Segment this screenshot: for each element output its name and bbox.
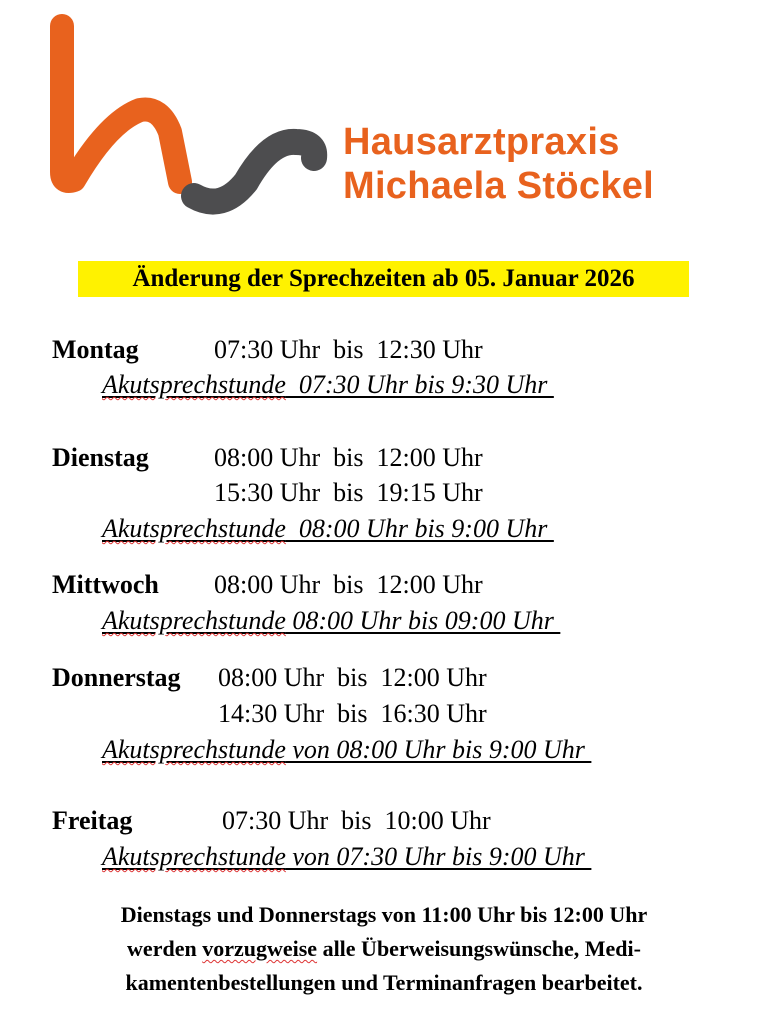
day-freitag: Freitag [52,806,133,835]
footer-line-3: kamentenbestellungen und Terminanfragen bearbeitet. [125,970,643,995]
dienstag-slot-1: 08:00 Uhr bis 12:00 Uhr [214,443,483,472]
practice-name [343,120,654,208]
footer-misspelled-word: vorzugweise [202,936,318,961]
acute-label: Akutsprechstunde [102,514,286,543]
acute-label: Akutsprechstunde [102,735,286,764]
logo-gray-stroke [194,142,314,202]
dienstag-acute-hours: Akutsprechstunde 08:00 Uhr bis 9:00 Uhr [102,514,554,543]
logo-orange-stroke [62,26,180,182]
acute-label: Akutsprechstunde [102,606,286,635]
footer-note [30,898,738,1000]
day-donnerstag: Donnerstag [52,663,181,692]
dienstag-slot-2: 15:30 Uhr bis 19:15 Uhr [214,478,483,507]
day-dienstag: Dienstag [52,443,149,472]
freitag-acute-hours: Akutsprechstunde von 07:30 Uhr bis 9:00 Uhr [102,842,592,871]
mittwoch-acute-hours: Akutsprechstunde 08:00 Uhr bis 09:00 Uhr [102,606,561,635]
donnerstag-slot-2: 14:30 Uhr bis 16:30 Uhr [218,699,487,728]
day-mittwoch: Mittwoch [52,570,159,599]
announcement-banner: Änderung der Sprechzeiten ab 05. Januar 2026 [78,261,689,297]
donnerstag-acute-hours: Akutsprechstunde von 08:00 Uhr bis 9:00 Uhr [102,735,592,764]
montag-slot-1: 07:30 Uhr bis 12:30 Uhr [214,335,483,364]
acute-label: Akutsprechstunde [102,370,286,399]
day-montag: Montag [52,335,139,364]
acute-label: Akutsprechstunde [102,842,286,871]
mittwoch-slot-1: 08:00 Uhr bis 12:00 Uhr [214,570,483,599]
practice-name-line1: Hausarztpraxis [343,121,620,163]
footer-line-2: werden vorzugweise alle Überweisungswünsche, Medi- [127,936,641,961]
footer-line-1: Dienstags und Donnerstags von 11:00 Uhr bis 12:00 Uhr [120,902,648,927]
practice-logo [48,14,338,229]
montag-acute-hours: Akutsprechstunde 07:30 Uhr bis 9:30 Uhr [102,370,554,399]
donnerstag-slot-1: 08:00 Uhr bis 12:00 Uhr [218,663,487,692]
freitag-slot-1: 07:30 Uhr bis 10:00 Uhr [222,806,491,835]
practice-name-line2: Michaela Stöckel [343,165,655,207]
